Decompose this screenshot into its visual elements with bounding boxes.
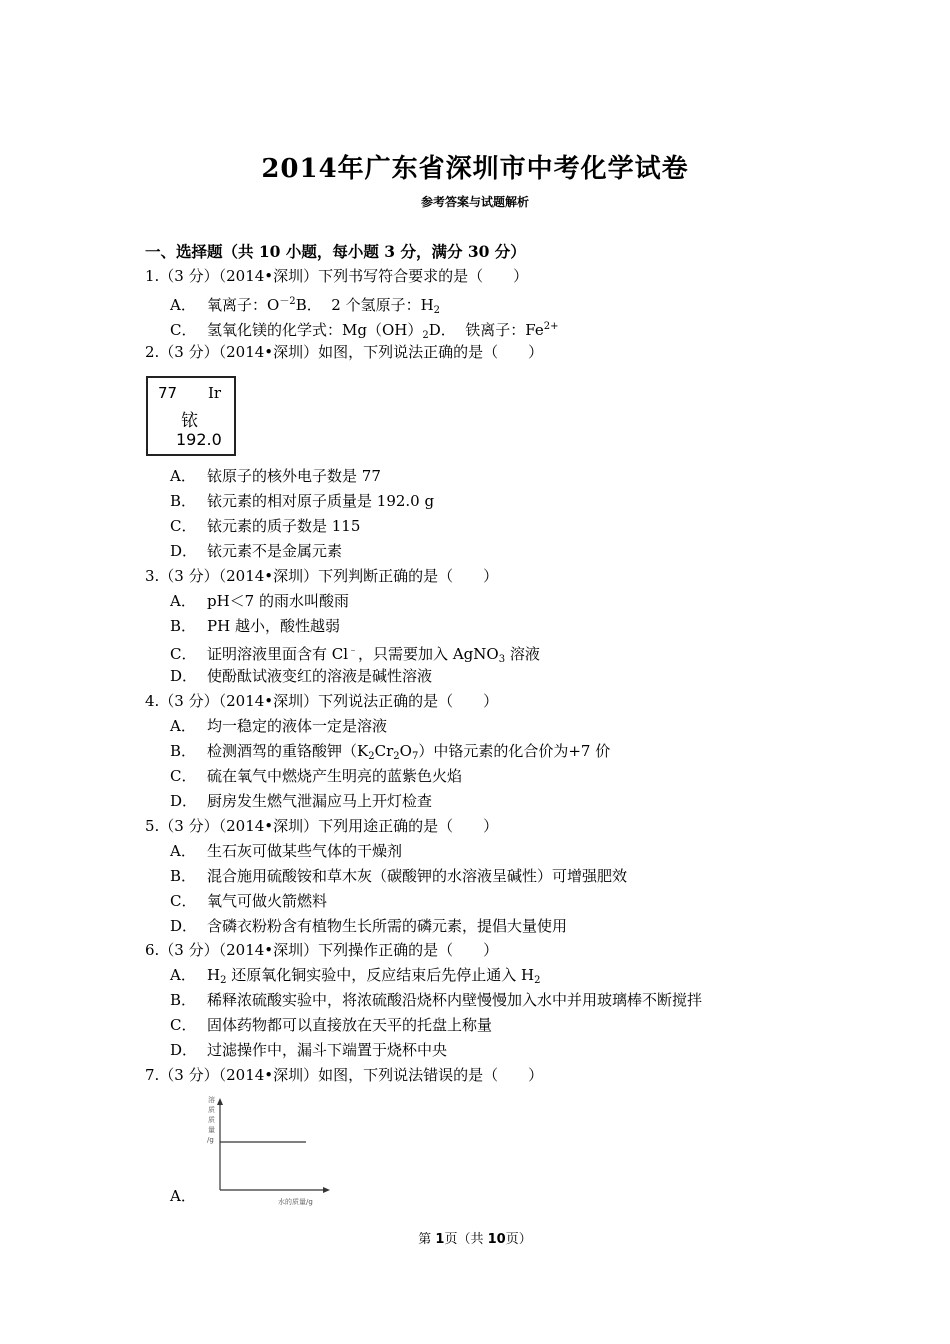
option-key: A． bbox=[170, 1187, 196, 1205]
question-3-option-a bbox=[170, 591, 349, 611]
footer-text: 页（共 bbox=[444, 1232, 488, 1247]
section-heading: 一、选择题（共 10 小题，每小题 3 分，满分 30 分） bbox=[145, 242, 526, 261]
question-4-option-d bbox=[170, 791, 432, 811]
superscript: －2 bbox=[279, 296, 296, 307]
question-3-option-d bbox=[170, 666, 432, 686]
option-text: 氧气可做火箭燃料 bbox=[207, 892, 328, 910]
option-text: H bbox=[207, 966, 221, 984]
option-text: 厨房发生燃气泄漏应马上开灯检查 bbox=[207, 792, 433, 810]
y-label-char: 质 bbox=[208, 1106, 215, 1114]
option-text: 均一稳定的液体一定是溶液 bbox=[207, 717, 388, 735]
question-6-stem: 6.（3 分）（2014•深圳）下列操作正确的是（ ） bbox=[145, 941, 499, 959]
subscript: 7 bbox=[411, 751, 419, 762]
option-text: 检测酒驾的重铬酸钾（K bbox=[207, 742, 369, 760]
footer-page-number: 1 bbox=[435, 1232, 445, 1247]
question-2-option-a bbox=[170, 466, 381, 486]
option-key: A． bbox=[170, 966, 196, 984]
question-6-option-d bbox=[170, 1040, 447, 1060]
option-key: B． bbox=[170, 617, 197, 635]
option-key: A． bbox=[170, 467, 196, 485]
option-key: C． bbox=[170, 1016, 197, 1034]
option-text: Cr bbox=[374, 742, 394, 760]
option-key: D． bbox=[428, 321, 456, 339]
subscript: 2 bbox=[368, 751, 375, 762]
option-key: C． bbox=[170, 517, 197, 535]
option-key: A． bbox=[170, 717, 196, 735]
question-7-stem: 7.（3 分）（2014•深圳）如图，下列说法错误的是（ ） bbox=[145, 1066, 544, 1084]
option-text: 溶液 bbox=[505, 645, 540, 663]
question-1-stem: 1.（3 分）（2014•深圳）下列书写符合要求的是（ ） bbox=[145, 267, 529, 285]
subscript: 2 bbox=[422, 330, 429, 341]
option-text: 铱原子的核外电子数是 77 bbox=[207, 467, 381, 485]
option-text: 2 个氢原子：H bbox=[331, 296, 434, 314]
question-7-option-a bbox=[170, 1186, 207, 1206]
option-key: D． bbox=[170, 1041, 198, 1059]
solute-mass-graph bbox=[200, 1090, 340, 1210]
question-3-stem: 3.（3 分）（2014•深圳）下列判断正确的是（ ） bbox=[145, 567, 499, 585]
option-key: B． bbox=[170, 742, 197, 760]
y-label-char: 量 bbox=[208, 1126, 215, 1134]
atomic-number: 77 bbox=[158, 384, 178, 402]
question-4-stem: 4.（3 分）（2014•深圳）下列说法正确的是（ ） bbox=[145, 692, 499, 710]
option-text: 还原氧化铜实验中，反应结束后先停止通入 H bbox=[226, 966, 535, 984]
element-name: 铱 bbox=[181, 411, 198, 431]
option-text: 铱元素的质子数是 115 bbox=[207, 517, 361, 535]
option-key: D． bbox=[170, 667, 198, 685]
question-4-option-a bbox=[170, 716, 387, 736]
question-6-option-a bbox=[170, 965, 540, 991]
option-text: 生石灰可做某些气体的干燥剂 bbox=[207, 842, 403, 860]
question-5-option-d bbox=[170, 916, 567, 936]
question-5-stem: 5.（3 分）（2014•深圳）下列用途正确的是（ ） bbox=[145, 817, 499, 835]
x-axis-label: 水的质量/g bbox=[278, 1198, 313, 1206]
subscript: 2 bbox=[393, 751, 400, 762]
option-key: C． bbox=[170, 767, 197, 785]
option-key: C． bbox=[170, 892, 197, 910]
option-text: O bbox=[399, 742, 412, 760]
y-axis-arrow bbox=[217, 1098, 223, 1105]
option-text: 混合施用硫酸铵和草木灰（碳酸钾的水溶液呈碱性）可增强肥效 bbox=[207, 867, 628, 885]
subscript: 2 bbox=[534, 975, 541, 986]
option-text: 使酚酞试液变红的溶液是碱性溶液 bbox=[207, 667, 433, 685]
y-label-char: 溶 bbox=[208, 1096, 215, 1104]
superscript: ﹣ bbox=[348, 645, 359, 656]
superscript: 2+ bbox=[543, 321, 559, 332]
option-text: ，只需要加入 AgNO bbox=[358, 645, 499, 663]
question-6-option-b bbox=[170, 990, 702, 1010]
option-text: 氢氧化镁的化学式：Mg（OH） bbox=[207, 321, 423, 339]
option-text: 含磷衣粉粉含有植物生长所需的磷元素，提倡大量使用 bbox=[207, 917, 568, 935]
option-key: B． bbox=[170, 867, 197, 885]
option-key: A． bbox=[170, 592, 196, 610]
question-2-option-c bbox=[170, 516, 360, 536]
question-5-option-b bbox=[170, 866, 627, 886]
option-key: B． bbox=[170, 991, 197, 1009]
option-text: 稀释浓硫酸实验中，将浓硫酸沿烧杯内壁慢慢加入水中并用玻璃棒不断搅拌 bbox=[207, 991, 703, 1009]
footer-text: 页） bbox=[505, 1232, 532, 1247]
question-2-option-b bbox=[170, 491, 434, 511]
option-text: 铱元素的相对原子质量是 192.0 g bbox=[207, 492, 435, 510]
option-text: 固体药物都可以直接放在天平的托盘上称量 bbox=[207, 1016, 493, 1034]
element-symbol: Ir bbox=[208, 384, 222, 402]
option-key: D． bbox=[170, 542, 198, 560]
page-subtitle: 参考答案与试题解析 bbox=[420, 195, 529, 209]
option-key: D． bbox=[170, 792, 198, 810]
question-2-stem: 2.（3 分）（2014•深圳）如图，下列说法正确的是（ ） bbox=[145, 343, 544, 361]
option-text: 硫在氧气中燃烧产生明亮的蓝紫色火焰 bbox=[207, 767, 463, 785]
x-axis-arrow bbox=[323, 1187, 330, 1193]
option-text: 铁离子：Fe bbox=[465, 321, 544, 339]
page-title: 2014年广东省深圳市中考化学试卷 bbox=[261, 154, 689, 184]
footer-text: 第 bbox=[418, 1232, 436, 1247]
option-text: 铱元素不是金属元素 bbox=[207, 542, 343, 560]
footer-page-total: 10 bbox=[487, 1232, 506, 1247]
option-key: D． bbox=[170, 917, 198, 935]
subscript: 3 bbox=[498, 654, 506, 665]
element-card bbox=[146, 376, 236, 456]
y-label-unit: /g bbox=[207, 1136, 214, 1144]
question-4-option-b bbox=[170, 741, 610, 767]
question-3-option-b bbox=[170, 616, 340, 636]
question-4-option-c bbox=[170, 766, 462, 786]
page-footer bbox=[0, 1228, 950, 1247]
question-6-option-c bbox=[170, 1015, 492, 1035]
question-5-option-a bbox=[170, 841, 402, 861]
option-text: 证明溶液里面含有 Cl bbox=[207, 645, 349, 663]
option-key: C． bbox=[170, 645, 197, 663]
question-5-option-c bbox=[170, 891, 327, 911]
option-key: A． bbox=[170, 296, 196, 314]
option-text: 过滤操作中，漏斗下端置于烧杯中央 bbox=[207, 1041, 448, 1059]
option-text: 氧离子：O bbox=[207, 296, 280, 314]
option-text: pH＜7 的雨水叫酸雨 bbox=[207, 592, 349, 610]
subscript: 2 bbox=[220, 975, 227, 986]
y-label-char: 质 bbox=[208, 1116, 215, 1124]
option-key: C． bbox=[170, 321, 197, 339]
option-key: B． bbox=[295, 296, 322, 314]
option-text: PH 越小，酸性越弱 bbox=[207, 617, 340, 635]
option-key: A． bbox=[170, 842, 196, 860]
question-2-option-d bbox=[170, 541, 342, 561]
option-key: B． bbox=[170, 492, 197, 510]
atomic-mass: 192.0 bbox=[176, 430, 222, 449]
option-text: ）中铬元素的化合价为+7 价 bbox=[418, 742, 611, 760]
subscript: 2 bbox=[433, 305, 441, 316]
